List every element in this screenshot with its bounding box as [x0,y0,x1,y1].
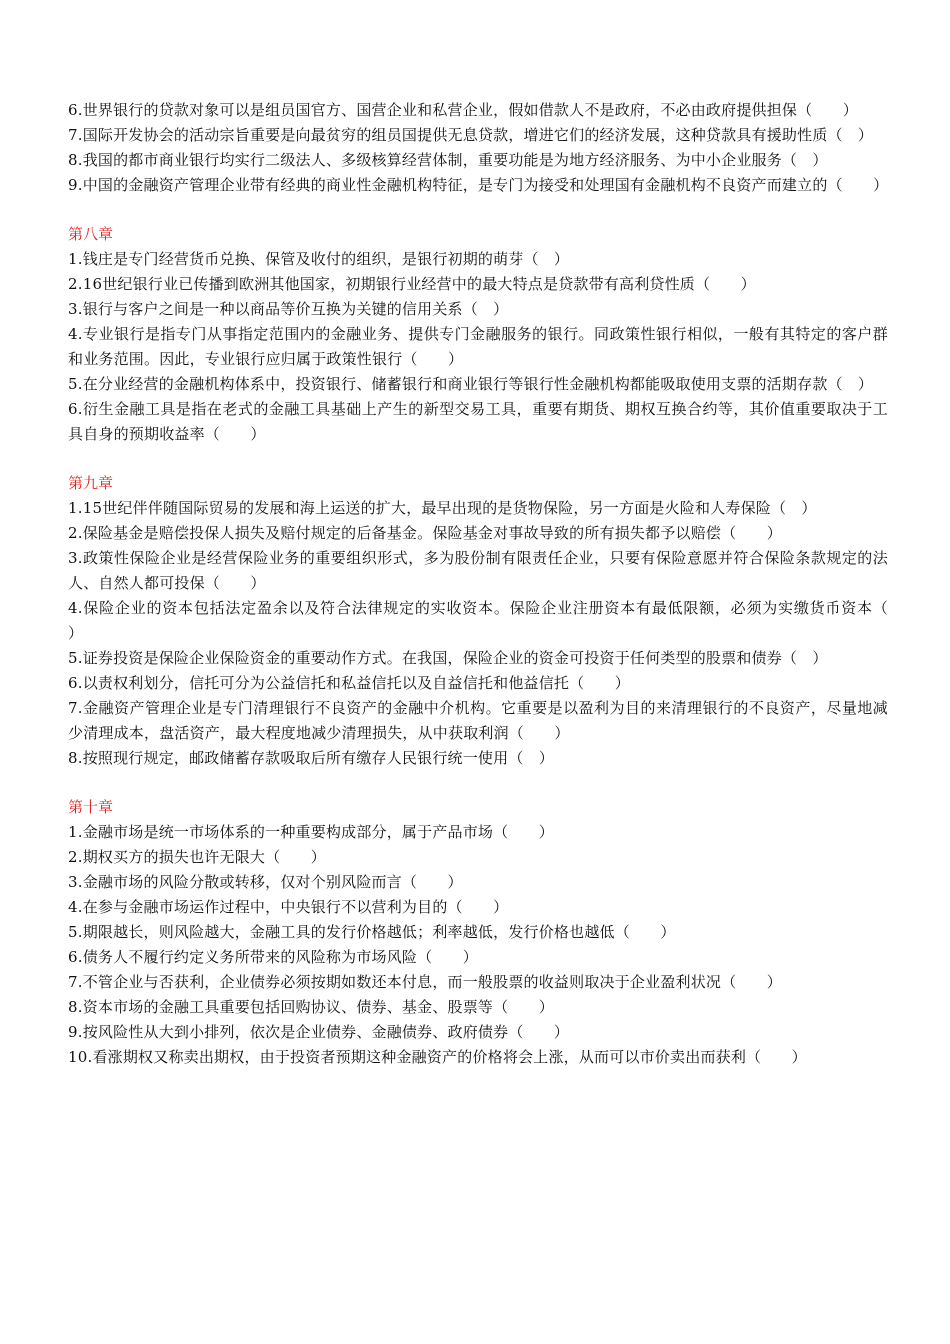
question-item: 7.国际开发协会的活动宗旨重要是向最贫穷的组员国提供无息贷款，增进它们的经济发展，这种贷款具有援助性质（ ） [68,126,874,144]
question-item: 4.在参与金融市场运作过程中，中央银行不以营利为目的（ ） [68,898,509,916]
question-item: 1.15世纪伴伴随国际贸易的发展和海上运送的扩大，最早出现的是货物保险，另一方面是火险和人寿保险（ ） [68,499,817,517]
question-item: 10.看涨期权又称卖出期权，由于投资者预期这种金融资产的价格将会上涨，从而可以市价卖出而获利（ ） [68,1048,807,1066]
question-item: 1.金融市场是统一市场体系的一种重要构成部分，属于产品市场（ ） [68,823,554,841]
question-item: 5.期限越长，则风险越大，金融工具的发行价格越低；利率越低，发行价格也越低（ ） [68,923,676,941]
document-page [68,98,919,1070]
chapter-heading: 第十章 [68,798,114,816]
question-item: 7.不管企业与否获利，企业债券必须按期如数还本付息，而一般股票的收益则取决于企业盈利状况（ ） [68,973,782,991]
question-item: 3.政策性保险企业是经营保险业务的重要组织形式，多为股份制有限责任企业，只要有保险意愿并符合保险条款规定的法人、自然人都可投保（ ） [68,549,888,592]
question-item: 9.中国的金融资产管理企业带有经典的商业性金融机构特征，是专门为接受和处理国有金融机构不良资产而建立的（ ） [68,176,889,194]
chapter-heading: 第九章 [68,474,114,492]
question-item: 4.专业银行是指专门从事指定范围内的金融业务、提供专门金融服务的银行。同政策性银行相似，一般有其特定的客户群和业务范围。因此，专业银行应归属于政策性银行（ ） [68,325,888,368]
question-item: 9.按风险性从大到小排列，依次是企业债券、金融债券、政府债券（ ） [68,1023,570,1041]
question-item: 3.金融市场的风险分散或转移，仅对个别风险而言（ ） [68,873,463,891]
question-item: 1.钱庄是专门经营货币兑换、保管及收付的组织，是银行初期的萌芽（ ） [68,250,570,268]
question-item: 2.16世纪银行业已传播到欧洲其他国家，初期银行业经营中的最大特点是贷款带有高利贷性质（ ） [68,275,756,293]
chapter-8-section [68,222,888,447]
question-item: 6.债务人不履行约定义务所带来的风险称为市场风险（ ） [68,948,478,966]
question-item: 2.保险基金是赔偿投保人损失及赔付规定的后备基金。保险基金对事故导致的所有损失都予以赔偿（ ） [68,524,782,542]
question-item: 2.期权买方的损失也许无限大（ ） [68,848,326,866]
question-item: 8.按照现行规定，邮政储蓄存款吸取后所有缴存人民银行统一使用（ ） [68,749,554,767]
intro-question-list [68,98,888,198]
question-item: 5.在分业经营的金融机构体系中，投资银行、储蓄银行和商业银行等银行性金融机构都能吸取使用支票的活期存款（ ） [68,375,874,393]
question-item: 8.资本市场的金融工具重要包括回购协议、债券、基金、股票等（ ） [68,998,554,1016]
question-item: 5.证券投资是保险企业保险资金的重要动作方式。在我国，保险企业的资金可投资于任何类型的股票和债券（ ） [68,649,828,667]
question-item: 4.保险企业的资本包括法定盈余以及符合法律规定的实收资本。保险企业注册资本有最低限额，必须为实缴货币资本（ ） [68,599,919,642]
question-item: 6.以责权利划分，信托可分为公益信托和私益信托以及自益信托和他益信托（ ） [68,674,630,692]
question-item: 6.衍生金融工具是指在老式的金融工具基础上产生的新型交易工具，重要有期货、期权互换合约等，其价值重要取决于工具自身的预期收益率（ ） [68,400,888,443]
question-item: 7.金融资产管理企业是专门清理银行不良资产的金融中介机构。它重要是以盈利为目的来清理银行的不良资产，尽量地减少清理成本，盘活资产，最大程度地减少清理损失，从中获取利润（ ） [68,699,888,742]
chapter-10-section [68,795,888,1070]
chapter-heading: 第八章 [68,225,114,243]
question-item: 3.银行与客户之间是一种以商品等价互换为关键的信用关系（ ） [68,300,509,318]
question-item: 8.我国的都市商业银行均实行二级法人、多级核算经营体制，重要功能是为地方经济服务、为中小企业服务（ ） [68,151,828,169]
question-item: 6.世界银行的贷款对象可以是组员国官方、国营企业和私营企业，假如借款人不是政府，不必由政府提供担保（ ） [68,101,858,119]
chapter-9-section [68,471,919,771]
